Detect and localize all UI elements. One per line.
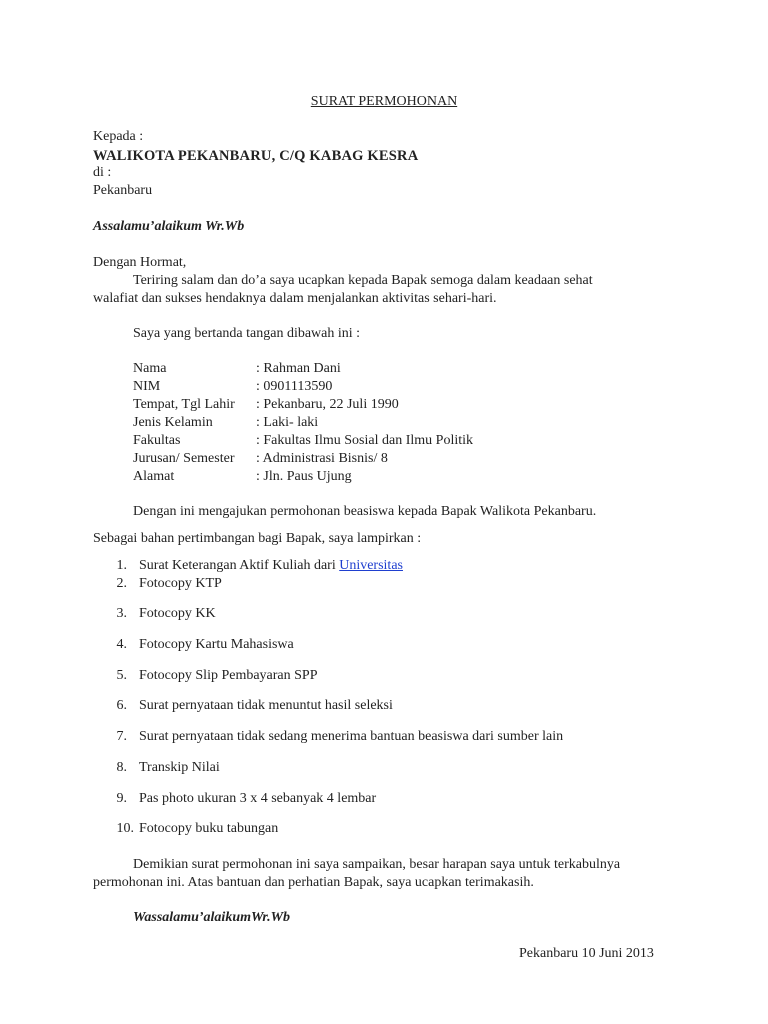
universitas-link[interactable]: Universitas: [339, 558, 403, 573]
identity-label-ttl: Tempat, Tgl Lahir: [133, 397, 235, 412]
attachment-num: 4.: [116, 637, 127, 652]
para1-line1: Teriring salam dan do’a saya ucapkan kepada Bapak semoga dalam keadaan sehat: [133, 273, 593, 288]
attachment-item: Fotocopy KTP: [139, 576, 222, 591]
attachment-item: Transkip Nilai: [139, 760, 220, 775]
attachment-item: Fotocopy KK: [139, 606, 216, 621]
identity-label-faculty: Fakultas: [133, 433, 181, 448]
identity-value-major: : Administrasi Bisnis/ 8: [256, 451, 388, 466]
request-text: Dengan ini mengajukan permohonan beasiswa kepada Bapak Walikota Pekanbaru.: [133, 504, 597, 519]
recipient-kepada: Kepada :: [93, 129, 144, 144]
attachment-item: Surat pernyataan tidak menuntut hasil seleksi: [139, 698, 393, 713]
attachment-item: Fotocopy Slip Pembayaran SPP: [139, 668, 318, 683]
recipient-city: Pekanbaru: [93, 183, 153, 198]
identity-label-address: Alamat: [133, 469, 175, 484]
identity-value-gender: : Laki- laki: [256, 415, 319, 430]
attachment-num: 8.: [116, 760, 127, 775]
attachment-num: 6.: [116, 698, 127, 713]
attachment-num: 10.: [116, 821, 134, 836]
identity-label-nama: Nama: [133, 361, 167, 376]
attachment-item: Pas photo ukuran 3 x 4 sebanyak 4 lembar: [139, 791, 377, 806]
attachment-num: 3.: [116, 606, 127, 621]
identity-intro: Saya yang bertanda tangan dibawah ini :: [133, 326, 361, 341]
identity-label-gender: Jenis Kelamin: [133, 415, 213, 430]
recipient-name: WALIKOTA PEKANBARU, C/Q KABAG KESRA: [93, 148, 419, 164]
attachment-num: 7.: [116, 729, 127, 744]
identity-value-ttl: : Pekanbaru, 22 Juli 1990: [256, 397, 399, 412]
attachment-item: Surat pernyataan tidak sedang menerima bantuan beasiswa dari sumber lain: [139, 729, 564, 744]
place-date: Pekanbaru 10 Juni 2013: [519, 946, 654, 961]
identity-label-nim: NIM: [133, 379, 161, 394]
farewell: Wassalamu’alaikumWr.Wb: [133, 910, 291, 925]
attachment-item: Fotocopy Kartu Mahasiswa: [139, 637, 294, 652]
identity-value-nim: : 0901113590: [256, 379, 333, 394]
attachment-num: 9.: [116, 791, 127, 806]
attachment-text: Surat Keterangan Aktif Kuliah dari: [139, 558, 340, 573]
identity-label-major: Jurusan/ Semester: [133, 451, 235, 466]
attachment-num: 2.: [116, 576, 127, 591]
identity-value-faculty: : Fakultas Ilmu Sosial dan Ilmu Politik: [256, 433, 473, 448]
identity-value-address: : Jln. Paus Ujung: [256, 469, 352, 484]
identity-value-nama: : Rahman Dani: [256, 361, 341, 376]
recipient-di: di :: [93, 165, 112, 180]
opening: Dengan Hormat,: [93, 255, 187, 270]
attachment-item: [139, 557, 403, 575]
closing-line1: Demikian surat permohonan ini saya sampaikan, besar harapan saya untuk terkabulnya: [133, 857, 621, 872]
greeting: Assalamu’alaikum Wr.Wb: [93, 219, 245, 234]
attachments-intro: Sebagai bahan pertimbangan bagi Bapak, saya lampirkan :: [93, 531, 422, 546]
attachment-item: Fotocopy buku tabungan: [139, 821, 279, 836]
attachment-num: 1.: [116, 558, 127, 573]
page-title: SURAT PERMOHONAN: [310, 94, 458, 109]
attachment-num: 5.: [116, 668, 127, 683]
closing-line2: permohonan ini. Atas bantuan dan perhatian Bapak, saya ucapkan terimakasih.: [93, 875, 534, 890]
para1-line2: walafiat dan sukses hendaknya dalam menjalankan aktivitas sehari-hari.: [93, 291, 497, 306]
